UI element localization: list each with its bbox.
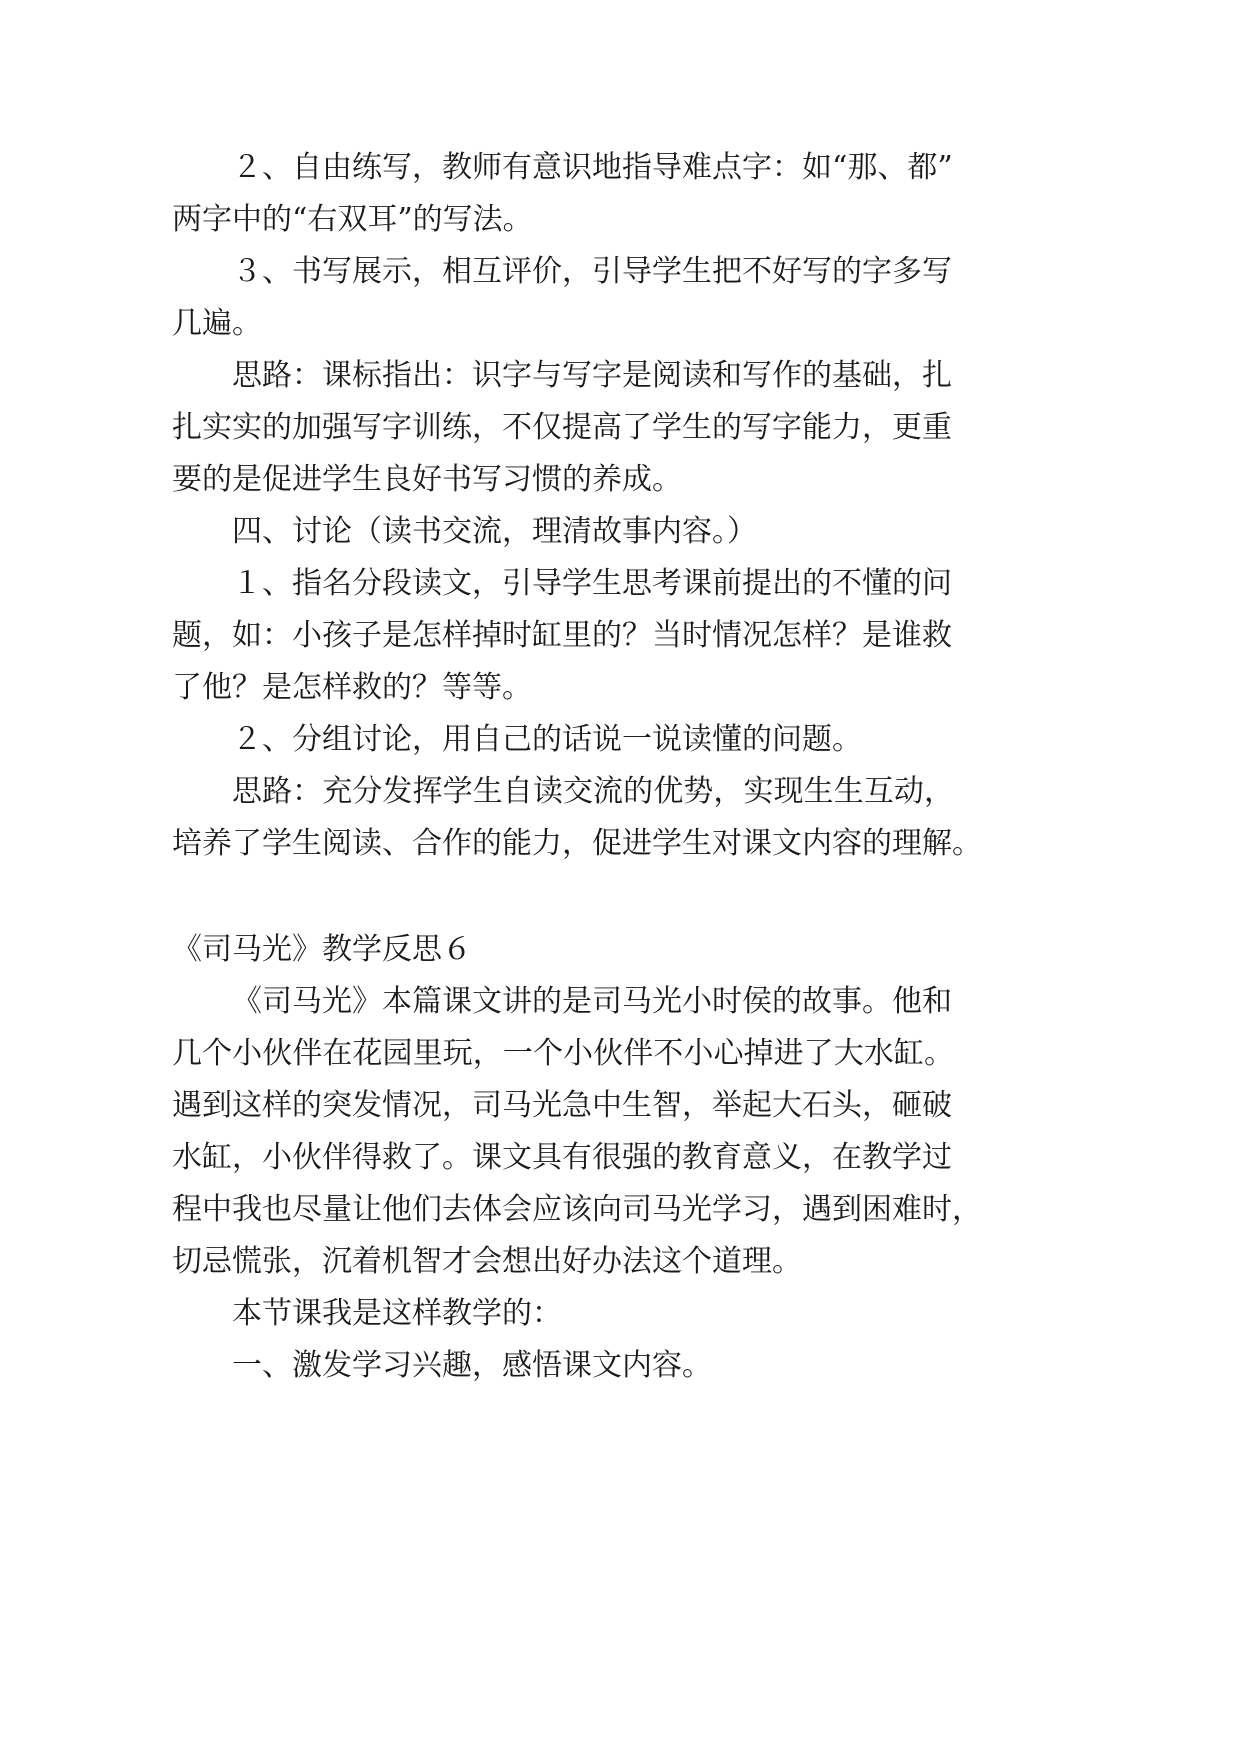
- section-title: 《司马光》教学反思６: [172, 932, 472, 967]
- paragraph-line: 思路：充分发挥学生自读交流的优势，实现生生互动，: [232, 774, 954, 809]
- paragraph-line: 了他？是怎样救的？等等。: [172, 670, 532, 705]
- paragraph-line: 两字中的“右双耳”的写法。: [172, 202, 533, 237]
- paragraph-line: ２、分组讨论，用自己的话说一说读懂的问题。: [232, 722, 862, 757]
- paragraph-line: 水缸，小伙伴得救了。课文具有很强的教育意义，在教学过: [172, 1140, 952, 1175]
- paragraph-line: ３、书写展示，相互评价，引导学生把不好写的字多写: [232, 254, 952, 289]
- paragraph-line: 一、激发学习兴趣，感悟课文内容。: [232, 1348, 712, 1383]
- paragraph-line: 几个小伙伴在花园里玩，一个小伙伴不小心掉进了大水缸。: [172, 1036, 954, 1071]
- paragraph-line: 《司马光》本篇课文讲的是司马光小时侯的故事。他和: [232, 984, 952, 1019]
- paragraph-line: 要的是促进学生良好书写习惯的养成。: [172, 462, 682, 497]
- paragraph-line: 四、讨论（读书交流，理清故事内容。）: [232, 514, 757, 549]
- paragraph-line: 遇到这样的突发情况，司马光急中生智，举起大石头，砸破: [172, 1088, 952, 1123]
- paragraph-line: 几遍。: [172, 306, 262, 341]
- paragraph-line: 程中我也尽量让他们去体会应该向司马光学习，遇到困难时，: [172, 1192, 982, 1227]
- paragraph-line: 题，如：小孩子是怎样掉时缸里的？当时情况怎样？是谁救: [172, 618, 952, 653]
- paragraph-line: 扎实实的加强写字训练，不仅提高了学生的写字能力，更重: [172, 410, 952, 445]
- paragraph-line: １、指名分段读文，引导学生思考课前提出的不懂的问: [232, 566, 952, 601]
- paragraph-line: ２、自由练写，教师有意识地指导难点字：如“那、都”: [232, 150, 953, 185]
- paragraph-line: 本节课我是这样教学的：: [232, 1296, 562, 1331]
- paragraph-line: 思路：课标指出：识字与写字是阅读和写作的基础，扎: [232, 358, 952, 393]
- paragraph-line: 切忌慌张，沉着机智才会想出好办法这个道理。: [172, 1244, 802, 1279]
- paragraph-line: 培养了学生阅读、合作的能力，促进学生对课文内容的理解。: [172, 826, 982, 861]
